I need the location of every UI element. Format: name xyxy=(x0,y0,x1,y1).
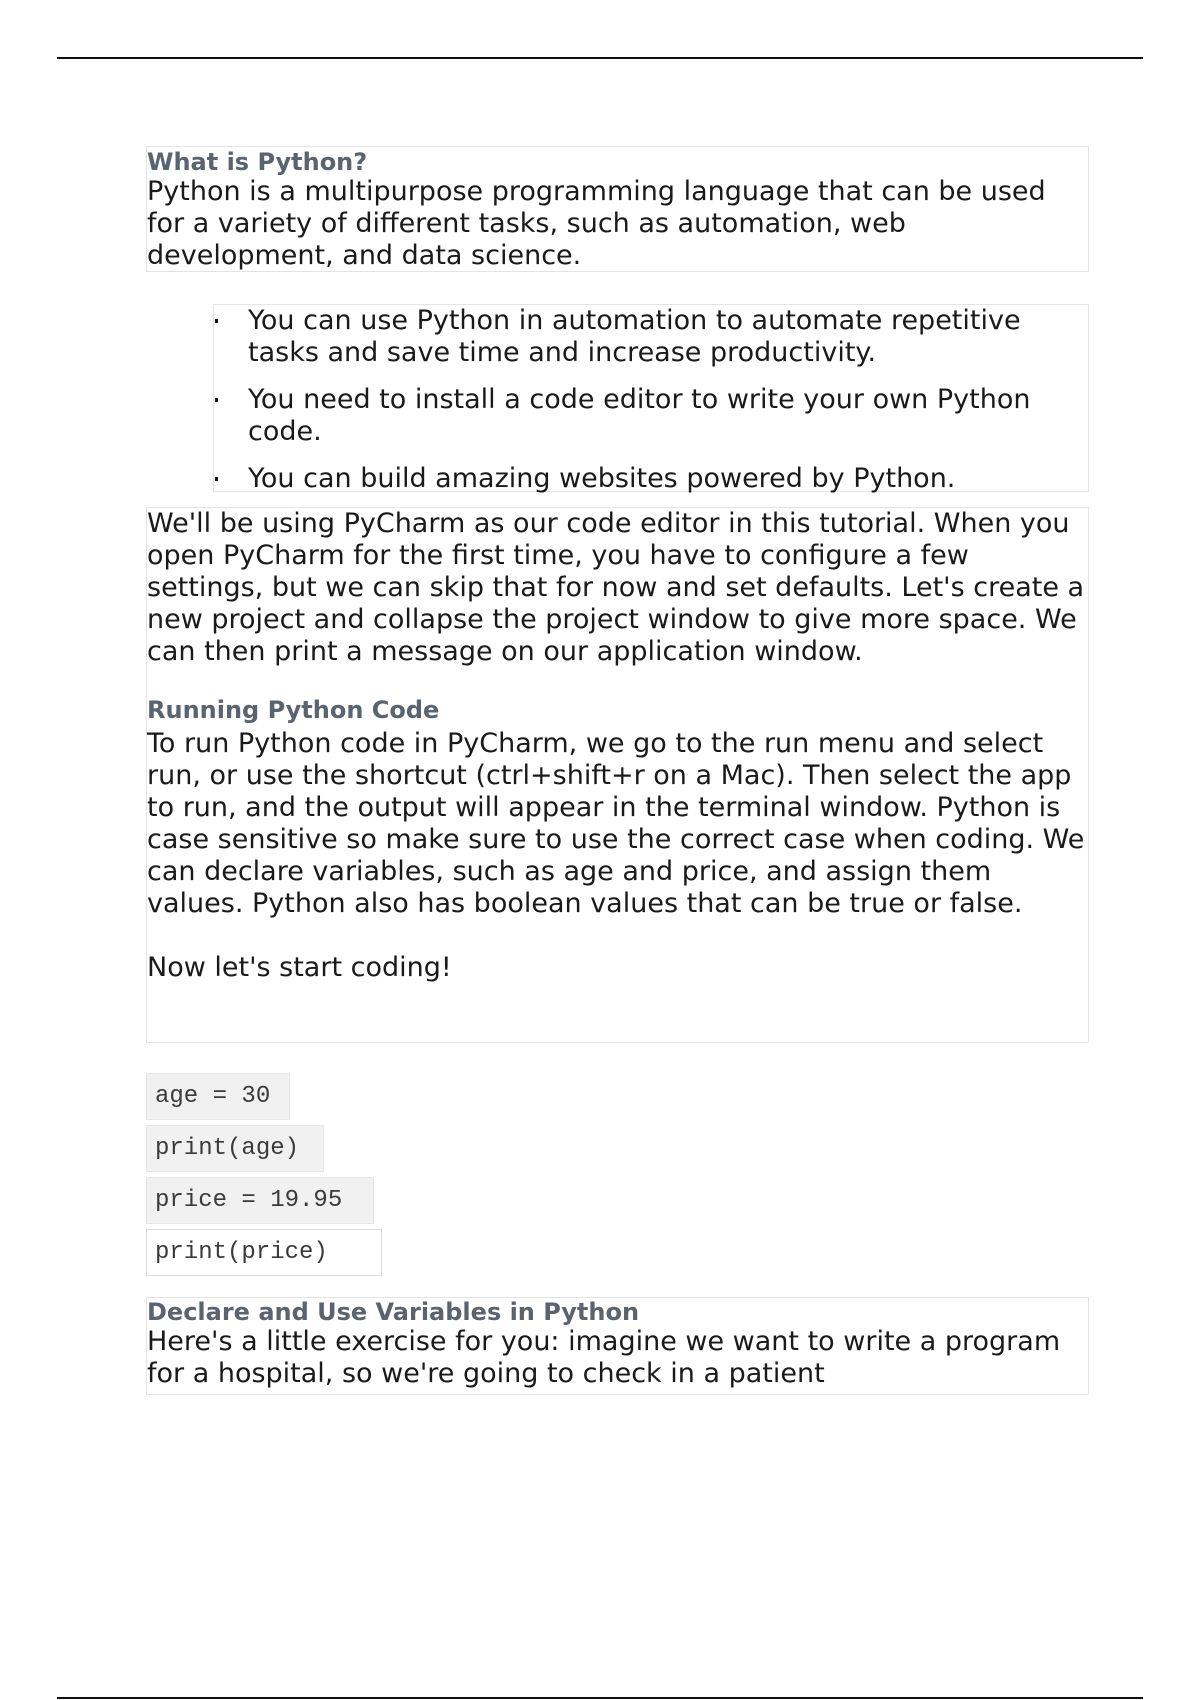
intro-paragraph: Python is a multipurpose programming language that can be used for a variety of different tasks, such as automation, web development, and data science. xyxy=(147,176,1046,271)
running-code-paragraph: To run Python code in PyCharm, we go to the run menu and select run, or use the shortcut (ctrl+shift+r on a Mac). Then select the app to run, and the output will appear in the terminal window. Python is case sensitive so make sure to use the correct case when coding. We can declare variables, such as age and price, and assign them values. Python also has boolean values that can be true or false. xyxy=(147,728,1085,919)
intro-heading: What is Python? xyxy=(147,148,368,176)
bullet-list xyxy=(214,305,1088,495)
top-rule xyxy=(57,57,1143,59)
list-item-text: You can build amazing websites powered by Python. xyxy=(248,463,956,494)
intro-section xyxy=(146,146,1089,272)
code-line: age = 30 xyxy=(146,1073,290,1120)
bullet-icon xyxy=(215,477,218,481)
code-line: print(price) xyxy=(146,1229,382,1276)
bottom-rule xyxy=(57,1697,1143,1699)
main-section xyxy=(146,507,1089,1043)
bullet-icon xyxy=(215,398,218,402)
list-item xyxy=(214,305,1088,369)
variables-heading: Declare and Use Variables in Python xyxy=(147,1298,640,1326)
variables-section xyxy=(146,1297,1089,1395)
bullet-icon xyxy=(215,319,218,323)
running-code-heading: Running Python Code xyxy=(147,696,440,724)
list-item-text: You need to install a code editor to write your own Python code. xyxy=(248,384,1031,447)
list-item xyxy=(214,463,1088,495)
variables-paragraph: Here's a little exercise for you: imagine we want to write a program for a hospital, so we're going to check in a patient xyxy=(147,1326,1061,1389)
list-item xyxy=(214,384,1088,448)
code-line: print(age) xyxy=(146,1125,324,1172)
start-coding-paragraph: Now let's start coding! xyxy=(147,952,452,983)
bullet-list-section xyxy=(213,304,1089,492)
list-item-text: You can use Python in automation to automate repetitive tasks and save time and increase productivity. xyxy=(248,305,1021,368)
code-line: price = 19.95 xyxy=(146,1177,374,1224)
pycharm-paragraph: We'll be using PyCharm as our code editor in this tutorial. When you open PyCharm for the first time, you have to configure a few settings, but we can skip that for now and set defaults. Let's create a new project and collapse the project window to give more space. We can then print a message on our application window. xyxy=(147,508,1085,667)
